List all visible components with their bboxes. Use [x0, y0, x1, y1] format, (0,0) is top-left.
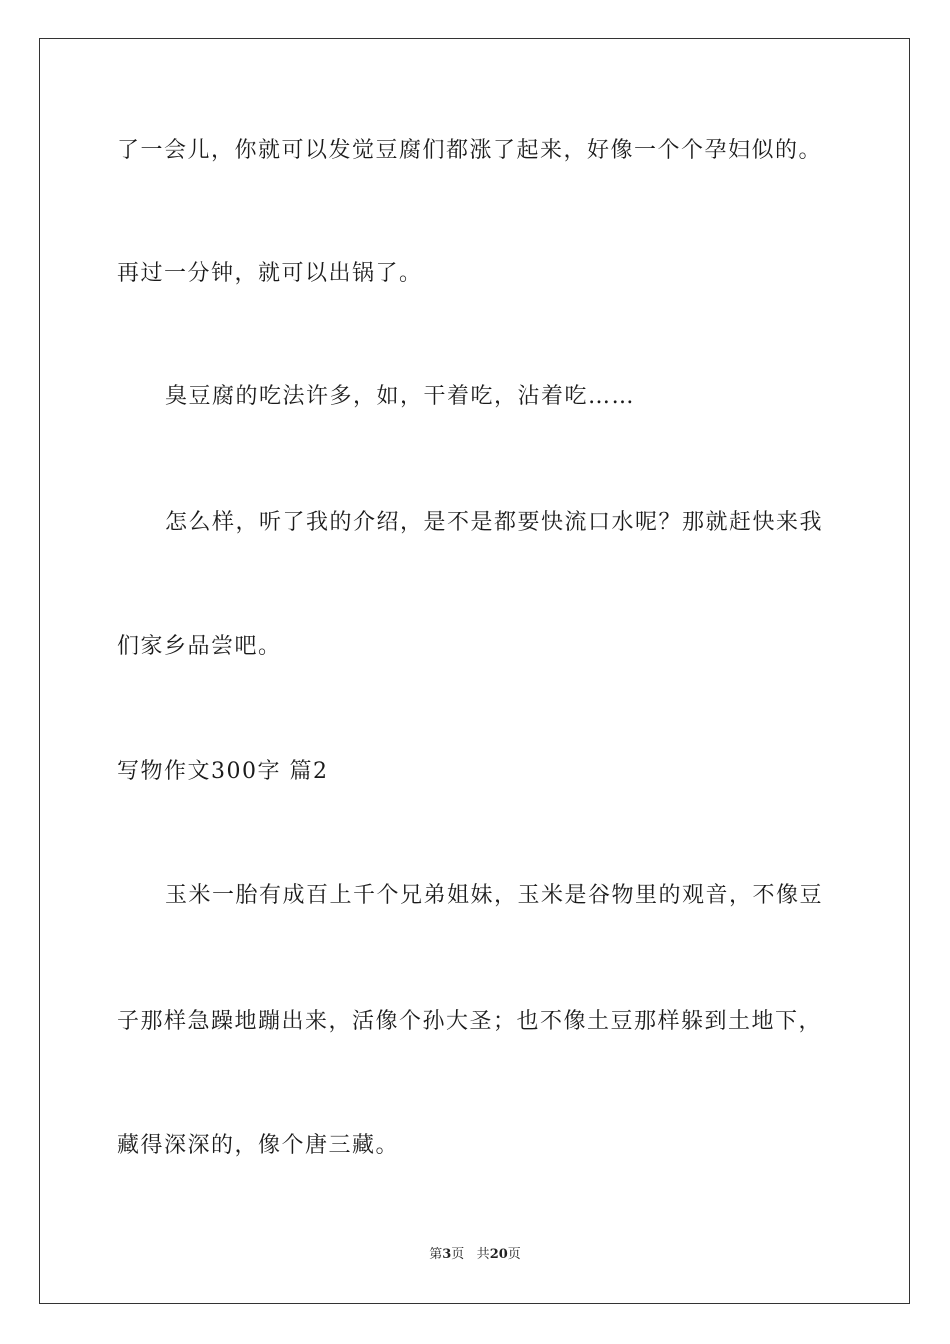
paragraph-line: 再过一分钟，就可以出锅了。 — [117, 261, 423, 286]
page-border — [39, 38, 910, 1304]
paragraph-line: 玉米一胎有成百上千个兄弟姐妹，玉米是谷物里的观音，不像豆 — [165, 883, 824, 908]
paragraph-line: 了一会儿，你就可以发觉豆腐们都涨了起来，好像一个个孕妇似的。 — [117, 138, 823, 163]
footer-prefix: 第 — [429, 1247, 443, 1262]
paragraph-line: 臭豆腐的吃法许多，如，干着吃，沾着吃…… — [165, 384, 636, 409]
paragraph-line: 们家乡品尝吧。 — [117, 634, 282, 659]
page-footer — [0, 1246, 950, 1264]
paragraph-line: 藏得深深的，像个唐三藏。 — [117, 1133, 400, 1158]
footer-total-pages: 20 — [489, 1247, 508, 1262]
footer-total-suffix: 页 — [507, 1247, 521, 1262]
footer-page-number: 3 — [442, 1247, 452, 1262]
footer-total-prefix: 共 — [476, 1247, 490, 1262]
paragraph-line: 子那样急躁地蹦出来，活像个孙大圣；也不像土豆那样躲到土地下， — [117, 1009, 823, 1034]
section-heading: 写物作文300字 篇2 — [117, 759, 329, 784]
paragraph-line: 怎么样，听了我的介绍，是不是都要快流口水呢？那就赶快来我 — [165, 510, 824, 535]
footer-page-suffix: 页 — [451, 1247, 465, 1262]
